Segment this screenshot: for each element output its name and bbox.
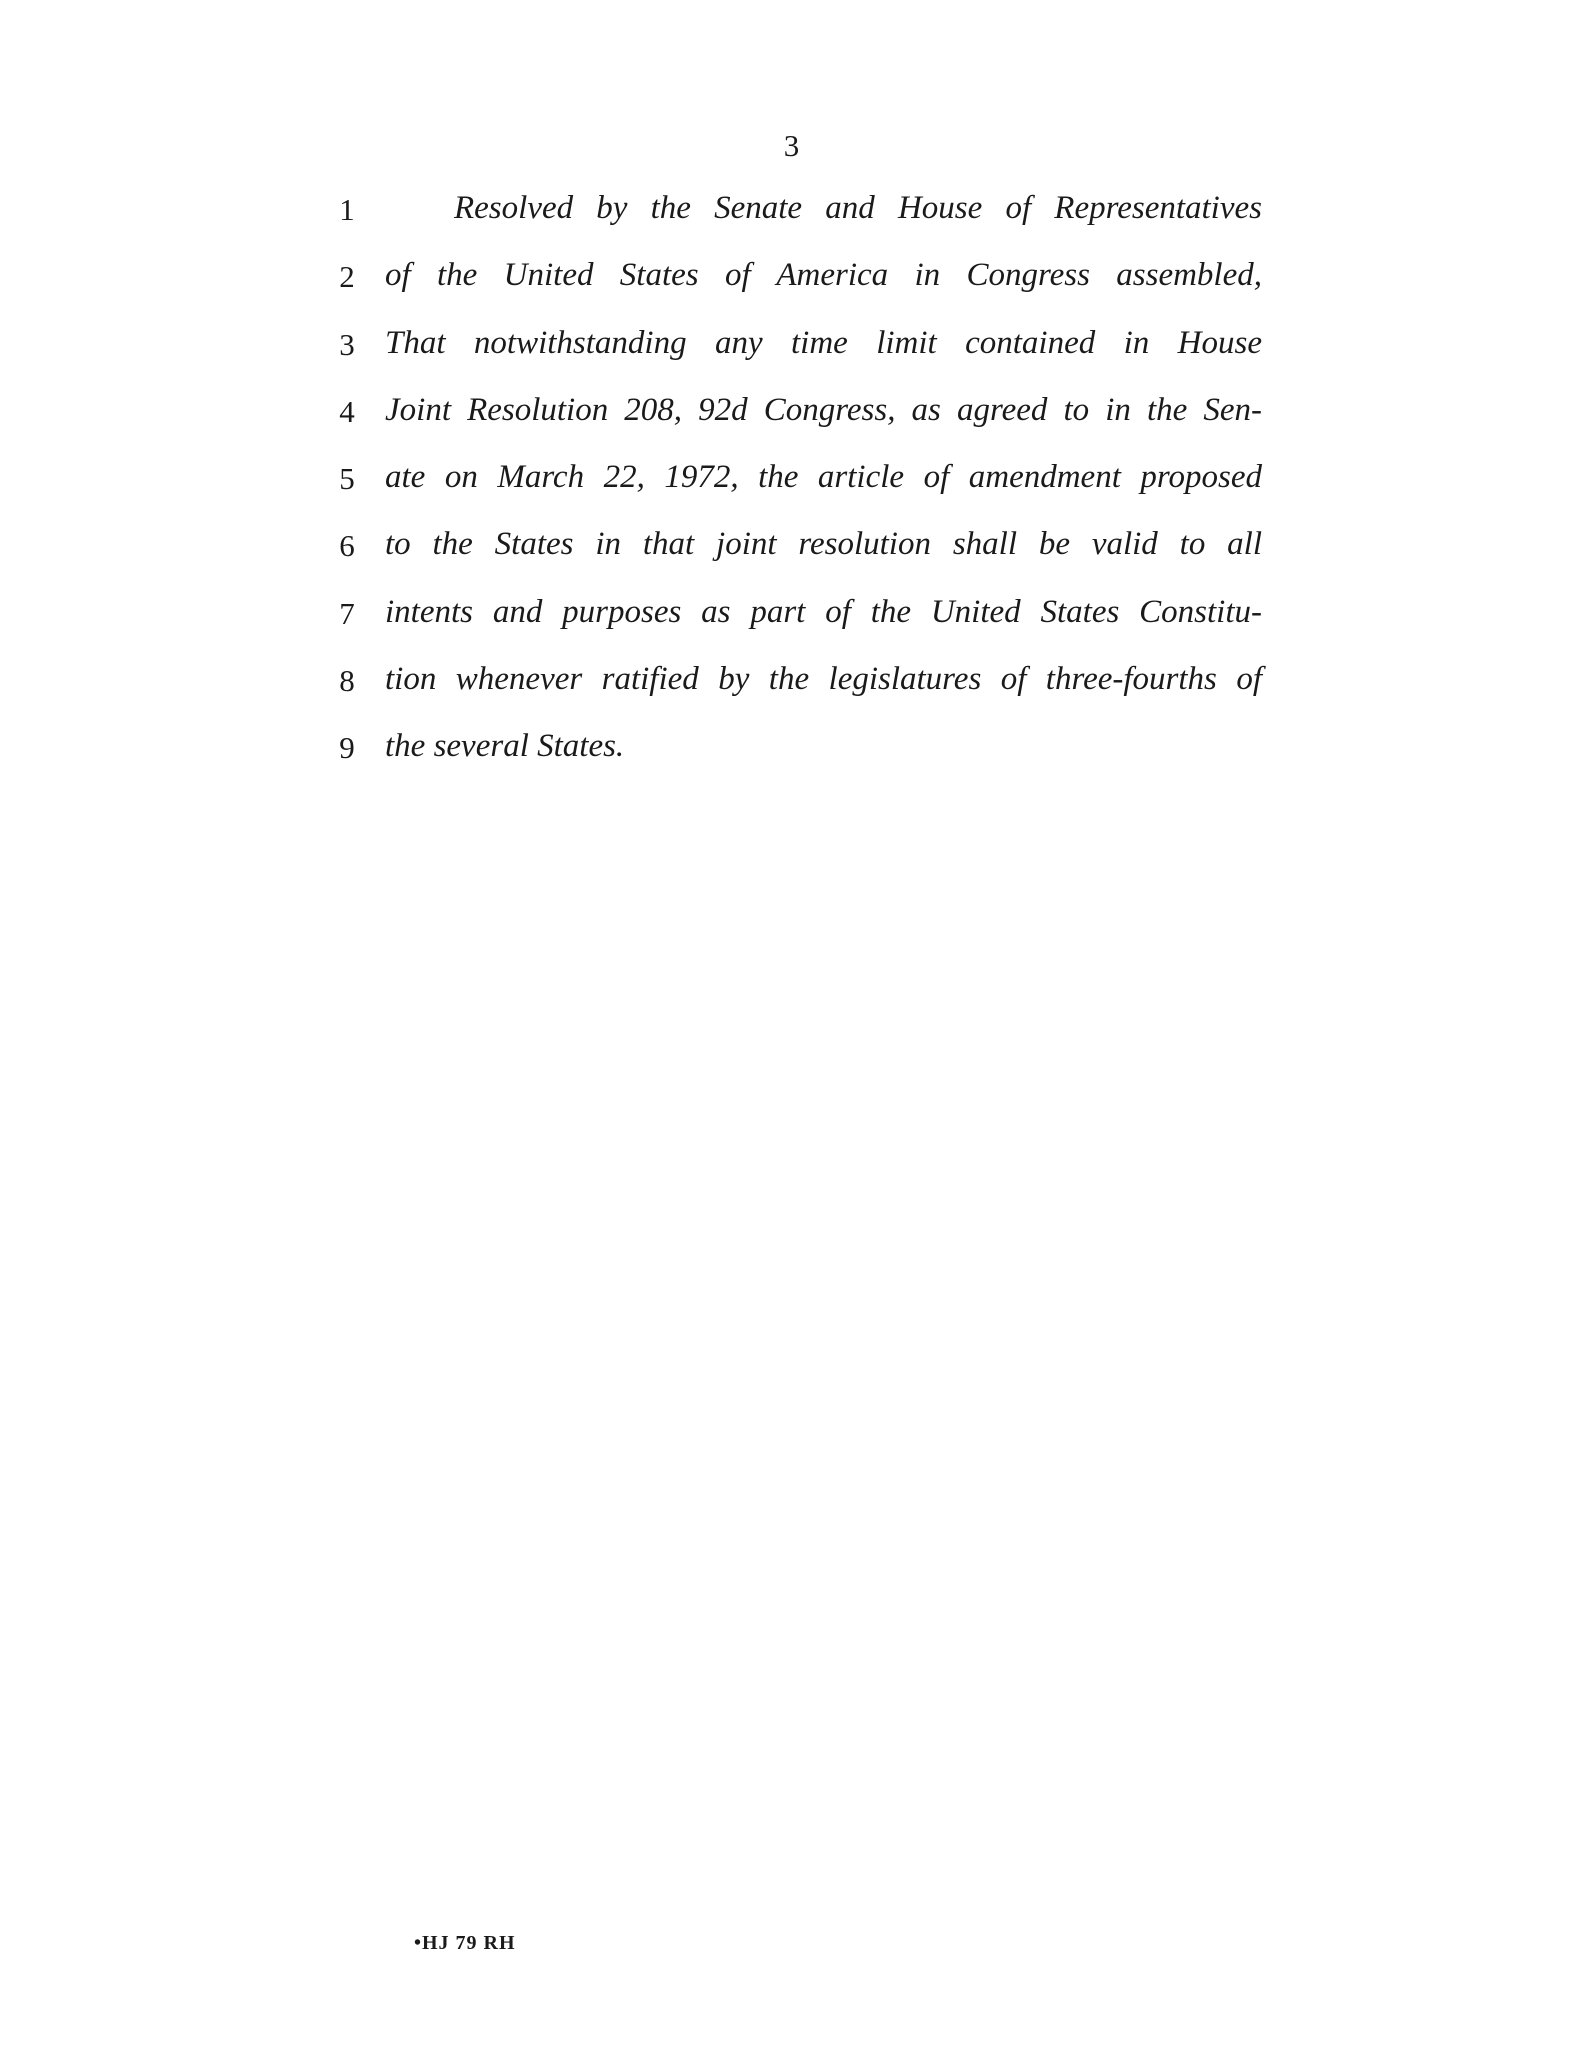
line-text: ate on March 22, 1972, the article of amendment proposed bbox=[385, 459, 1262, 496]
line-text: of the United States of America in Congress assembled, bbox=[385, 257, 1262, 294]
line-text: Joint Resolution 208, 92d Congress, as agreed to in the Sen- bbox=[385, 391, 1262, 428]
line-number: 4 bbox=[339, 393, 355, 429]
line-number: 3 bbox=[339, 326, 355, 362]
line-text: tion whenever ratified by the legislatures of three-fourths of bbox=[385, 661, 1262, 698]
text-line bbox=[332, 186, 1262, 253]
line-number: 6 bbox=[339, 528, 355, 564]
text-line bbox=[332, 253, 1262, 320]
text-line bbox=[332, 724, 1262, 791]
line-number: 9 bbox=[339, 730, 355, 766]
line-text: intents and purposes as part of the United States Constitu- bbox=[385, 593, 1262, 630]
text-line bbox=[332, 522, 1262, 589]
text-line bbox=[332, 657, 1262, 724]
page-number: 3 bbox=[783, 128, 800, 163]
text-line bbox=[332, 590, 1262, 657]
line-text: That notwithstanding any time limit contained in House bbox=[385, 324, 1262, 361]
line-text: the several States. bbox=[385, 728, 625, 765]
line-number: 7 bbox=[339, 595, 355, 631]
resolution-text bbox=[332, 186, 1262, 792]
line-number: 8 bbox=[339, 663, 355, 699]
text-line bbox=[332, 321, 1262, 388]
line-text: Resolved by the Senate and House of Representatives bbox=[454, 190, 1262, 226]
line-number: 2 bbox=[339, 259, 355, 295]
text-line bbox=[332, 388, 1262, 455]
line-text: to the States in that joint resolution shall be valid to all bbox=[385, 526, 1262, 563]
text-line bbox=[332, 455, 1262, 522]
line-number: 1 bbox=[339, 192, 355, 227]
line-number: 5 bbox=[339, 461, 355, 497]
bill-code-footer: •HJ 79 RH bbox=[414, 1932, 516, 1954]
